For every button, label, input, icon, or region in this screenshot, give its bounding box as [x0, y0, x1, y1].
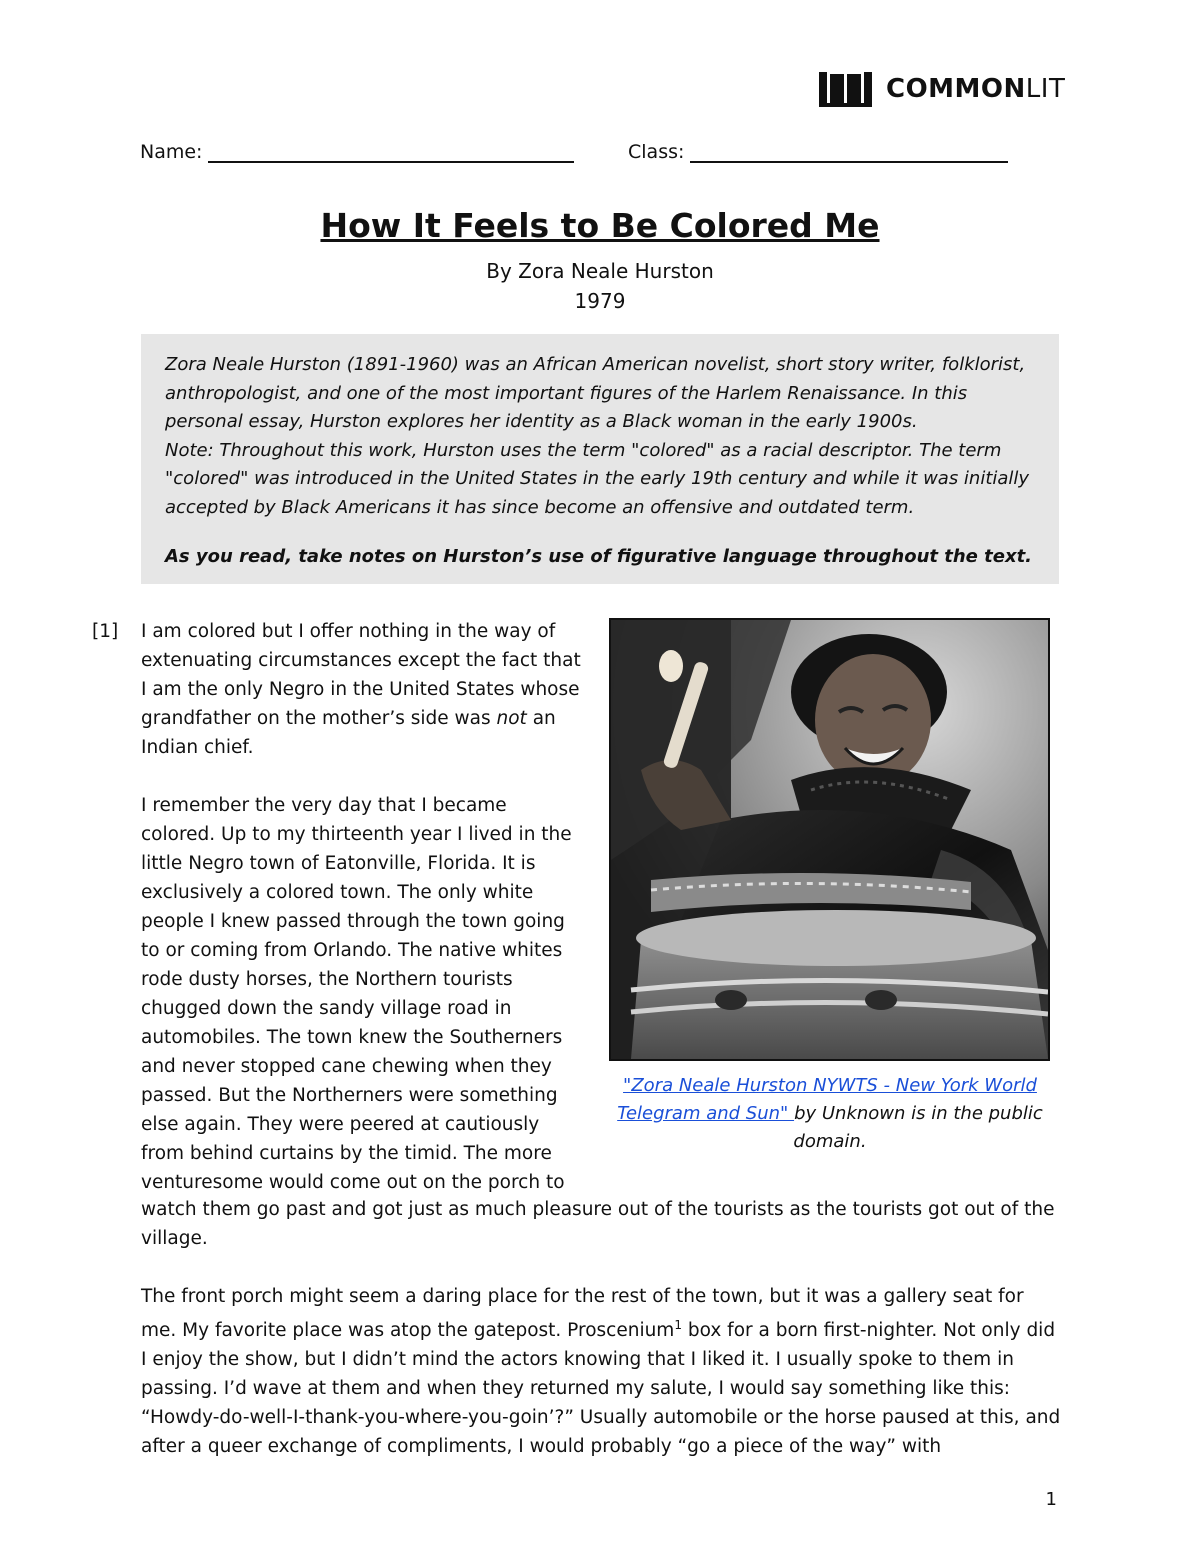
- photo-source-link[interactable]: "Zora Neale Hurston NYWTS - New York World Telegram and Sun": [617, 1075, 1037, 1124]
- author-photo-image: [611, 620, 1048, 1059]
- intro-bio: Zora Neale Hurston (1891-1960) was an African American novelist, short story writer, folklorist, anthropologist, and one of the most important figures of the Harlem Renaissance. In this personal essay, Hurston explores her identity as a Black woman in the early 1900s.: [165, 354, 1026, 432]
- title-block: [0, 204, 1200, 314]
- author-photo: [609, 618, 1050, 1061]
- paragraph-2-line: to or coming from Orlando. The native whites: [141, 940, 563, 961]
- footnote-marker[interactable]: 1: [674, 1318, 682, 1332]
- paragraph-1: I am colored but I offer nothing in the way of extenuating circumstances except the fact that I am the only Negro in the United States whose grandfather on the mother’s side was not an Indian chief.: [141, 621, 581, 758]
- student-info-row: [140, 141, 1020, 167]
- logo-text: COMMONLIT: [886, 74, 1066, 104]
- class-input-line[interactable]: [690, 141, 1008, 163]
- paragraph-2-line: venturesome would come out on the porch to: [141, 1172, 565, 1193]
- photo-license-text: by Unknown is in the public domain.: [793, 1103, 1043, 1152]
- reading-prompt: As you read, take notes on Hurston’s use of figurative language throughout the text.: [165, 546, 1033, 567]
- commonlit-logo: [818, 70, 1065, 108]
- paragraph-2-line: little Negro town of Eatonville, Florida. It is: [141, 853, 536, 874]
- name-label: Name:: [140, 141, 203, 163]
- publication-year: 1979: [574, 289, 626, 313]
- intro-note: Note: Throughout this work, Hurston uses the term "colored" as a racial descriptor. The term "colored" was introduced in the United States in the early 19th century and while it was initially accepted by Black Americans it has since become an offensive and outdated term.: [165, 439, 1030, 518]
- paragraph-2-line: colored. Up to my thirteenth year I lived in the: [141, 824, 572, 845]
- paragraph-2-lines: [141, 791, 591, 1197]
- open-book-icon: [818, 70, 876, 108]
- name-input-line[interactable]: [208, 141, 574, 163]
- class-label: Class:: [628, 141, 685, 163]
- paragraph-2-line: I remember the very day that I became: [141, 795, 507, 816]
- paragraph-2-line: rode dusty horses, the Northern tourists: [141, 969, 513, 990]
- paragraph-2-line: exclusively a colored town. The only white: [141, 882, 534, 903]
- paragraph-2-line: people I knew passed through the town going: [141, 911, 565, 932]
- paragraph-2-line: automobiles. The town knew the Southerners: [141, 1027, 563, 1048]
- page-title: How It Feels to Be Colored Me: [320, 206, 880, 245]
- paragraph-2: [141, 791, 591, 1197]
- class-field[interactable]: [628, 141, 1008, 163]
- photo-caption: [600, 1072, 1060, 1156]
- author-byline: By Zora Neale Hurston: [486, 259, 714, 283]
- paragraph-2-line: else again. They were peered at cautiously: [141, 1114, 540, 1135]
- name-field[interactable]: [140, 141, 574, 163]
- paragraph-number: [1]: [92, 621, 119, 642]
- paragraph-2-line: from behind curtains by the timid. The more: [141, 1143, 552, 1164]
- paragraph-3: The front porch might seem a daring place for the rest of the town, but it was a gallery seat for me. My favorite place was atop the gatepost. Proscenium$^1$ box for a born first-nighter. Not only did I enjoy the show, but I didn’t mind the actors knowing that I liked it. I usually spoke to them in passing. I’d wave at them and when they returned my salute, I would say something like this: “Howdy-do-well-I-thank-you-where-you-goin’?” Usually automobile or the horse paused at this, and after a queer exchange of compliments, I would probably “go a piece of the way” with: [141, 1286, 1061, 1458]
- intro-box: [141, 334, 1059, 584]
- paragraph-2-line: and never stopped cane chewing when they: [141, 1056, 552, 1077]
- page-number: 1: [1045, 1489, 1057, 1510]
- paragraph-2-line: passed. But the Northerners were something: [141, 1085, 558, 1106]
- paragraph-2-continued: watch them go past and got just as much pleasure out of the tourists as the tourists got out of the village.: [141, 1199, 1055, 1249]
- paragraph-2-line: chugged down the sandy village road in: [141, 998, 512, 1019]
